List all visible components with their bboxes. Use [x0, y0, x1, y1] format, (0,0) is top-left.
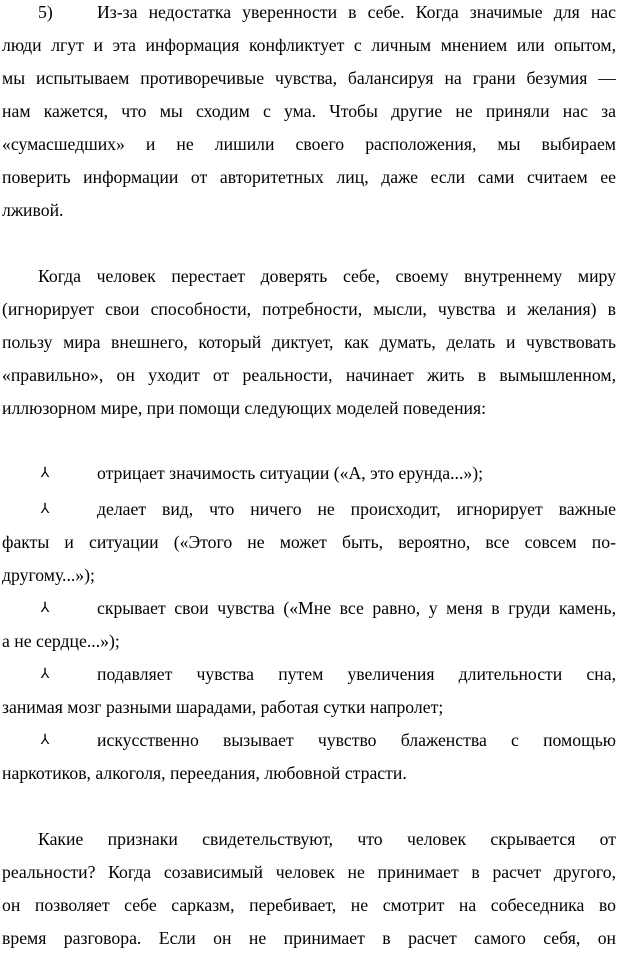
text-line: лживой.	[2, 200, 64, 220]
text-line: Какие признаки свидетельствуют, что человек скрывается от	[38, 829, 616, 849]
bullet-text: скрывает свои чувства («Мне все равно, у меня в груди камень,	[97, 598, 616, 618]
text-line: реальности? Когда созависимый человек не принимает в расчет другого,	[2, 862, 616, 882]
bullet-icon: ⅄	[40, 667, 50, 682]
bullet-text: другому...»);	[2, 565, 95, 585]
bullet-icon: ⅄	[40, 601, 50, 616]
bullet-text: отрицает значимость ситуации («А, это ерунда...»);	[97, 463, 484, 483]
text-line: нам кажется, что мы сходим с ума. Чтобы другие не приняли нас за	[2, 101, 616, 121]
text-line: «сумасшедших» и не лишили своего расположения, мы выбираем	[2, 134, 616, 154]
text-line: иллюзорном мире, при помощи следующих моделей поведения:	[2, 398, 487, 418]
bullet-icon: ⅄	[40, 733, 50, 748]
bullet-icon: ⅄	[40, 502, 50, 517]
bullet-text: факты и ситуации («Этого не может быть, вероятно, все совсем по-	[2, 532, 616, 552]
text-line: он позволяет себе сарказм, перебивает, не смотрит на собеседника во	[2, 895, 616, 915]
bullet-text: занимая мозг разными шарадами, работая сутки напролет;	[2, 697, 444, 717]
text-line: люди лгут и эта информация конфликтует с личным мнением или опытом,	[2, 35, 616, 55]
text-line: мы испытываем противоречивые чувства, балансируя на грани безумия —	[2, 68, 616, 88]
text-line: поверить информации от авторитетных лиц, даже если сами считаем ее	[2, 167, 616, 187]
list-number: 5)	[38, 2, 53, 22]
text-line: пользу мира внешнего, который диктует, как думать, делать и чувствовать	[2, 332, 616, 352]
bullet-text: а не сердце...»);	[2, 631, 120, 651]
text-line: Когда человек перестает доверять себе, своему внутреннему миру	[38, 266, 616, 286]
bullet-icon: ⅄	[40, 466, 50, 481]
text-line: «правильно», он уходит от реальности, начинает жить в вымышленном,	[2, 365, 616, 385]
bullet-text: подавляет чувства путем увеличения длительности сна,	[97, 664, 616, 684]
bullet-text: наркотиков, алкоголя, переедания, любовной страсти.	[2, 763, 407, 783]
bullet-text: искусственно вызывает чувство блаженства с помощью	[97, 730, 616, 750]
text-line: время разговора. Если он не принимает в расчет самого себя, он	[2, 928, 616, 948]
text-line: Из-за недостатка уверенности в себе. Когда значимые для нас	[97, 2, 616, 22]
text-line: (игнорирует свои способности, потребности, мысли, чувства и желания) в	[2, 299, 616, 319]
bullet-text: делает вид, что ничего не происходит, игнорирует важные	[97, 499, 616, 519]
